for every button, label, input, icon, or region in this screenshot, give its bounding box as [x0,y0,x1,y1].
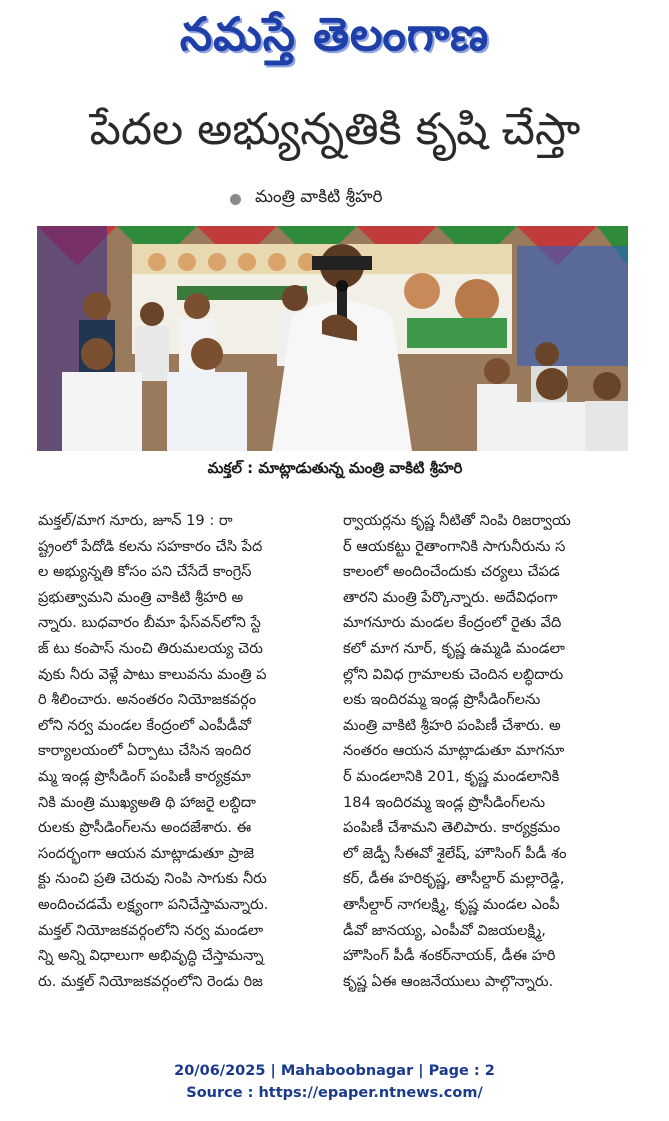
text-line: సందర్భంగా ఆయన మాట్లాడుతూ ప్రాజె [38,844,255,862]
text-line: కాలంలో అందించేందుకు చర్యలు చేపడ [343,563,560,581]
text-line: హౌసింగ్ పీడీ శంకర్‌నాయక్, డీఈ హరి [343,947,556,965]
text-line: నికి మంత్రి ముఖ్యఅతి థి హాజరై లబ్ధిదా [38,793,256,811]
text-line: ల్లోని వివిధ గ్రామాలకు చెందిన లబ్ధిదారు [343,665,564,683]
text-line: న్నారు. బుధవారం బీమా ఫేస్‌వన్‌లోని స్టే [38,614,261,632]
text-line: ష్ట్రంలో పేదోడి కలను సహకారం చేసి పేద [38,537,263,555]
text-line: లకు ఇందిరమ్మ ఇండ్ల ప్రొసీడింగ్‌లను [343,691,541,709]
article-column-right [343,508,628,994]
byline [230,186,383,212]
photo-caption [160,456,510,484]
text-line: కర్, డీఈ హరికృష్ణ, తాసీల్దార్ మల్లారెడ్డి, [343,870,565,888]
text-line: ర్వాయర్లను కృష్ణ నీటితో నింపి రిజర్వాయ [343,512,571,529]
headline-text: పేదల అభ్యున్నతికి కృషి చేస్తా [89,104,581,155]
text-line: కార్యాలయంలో ఏర్పాటు చేసిన ఇందిర [38,742,252,760]
text-line: రి శీలించారు. అనంతరం నియోజకవర్గం [38,691,257,709]
masthead [0,8,669,72]
text-line: క్టు నుంచి ప్రతి చెరువు నింపి సాగుకు నీరు [38,870,267,888]
footer-source-link[interactable]: Source : https://epaper.ntnews.com/ [186,1085,483,1101]
text-line: వుకు నీరు వెళ్లే పాటు కాలువను మంత్రి ప [38,665,267,683]
text-line: ర్ మండలానికి 201, కృష్ణ మండలానికి [343,767,560,785]
text-line: తాసీల్దార్ నాగలక్ష్మి, కృష్ణ మండల ఎంపీ [343,895,560,913]
text-line: పంపిణీ చేశామని తెలిపారు. కార్యక్రమం [343,819,561,837]
text-line: 184 ఇందిరమ్మ ఇండ్ల ప్రొసీడింగ్‌లను [343,793,546,811]
text-line: న్ని అన్ని విధాలుగా అభివృద్ధి చేస్తామన్నా [38,947,264,965]
article-headline [30,100,640,170]
text-line: మంత్రి వాకిటి శ్రీహరి పంపిణీ చేశారు. అ [343,716,561,734]
footer-meta: 20/06/2025 | Mahaboobnagar | Page : 2 [174,1063,495,1079]
article-column-left [38,508,315,994]
text-line: ప్రభుత్వామని మంత్రి వాకిటి శ్రీహరి అ [38,588,244,606]
photo-illustration [37,226,628,451]
text-line: మ్మ ఇండ్ల ప్రొసీడింగ్ పంపిణీ కార్యక్రమా [38,767,251,785]
text-line: రులకు ప్రొసీడింగ్‌లను అందజేశారు. ఈ [38,819,252,837]
caption-text: మక్తల్ : మాట్లాడుతున్న మంత్రి వాకిటి శ్రీహరి [207,459,463,477]
bullet-icon [230,194,241,205]
text-line: కలో మాగ నూర్, కృష్ణ ఉమ్మడి మండలా [343,639,565,657]
text-line: తారని మంత్రి పేర్కొన్నారు. అదేవిధంగా [343,588,558,606]
text-line: కృష్ణ ఏఈ ఆంజనేయులు పాల్గొన్నారు. [343,972,554,990]
text-line: రు. మక్తల్ నియోజకవర్గంలోని రెండు రిజ [38,972,263,990]
text-line: ల అభ్యున్నతి కోసం పని చేసేదే కాంగ్రెస్ [38,563,252,581]
masthead-title: నమస్తే తెలంగాణ [179,7,490,61]
text-line: మాగనూరు మండల కేంద్రంలో రైతు వేది [343,614,562,632]
text-line: జ్ టు కంపాస్ నుంచి తిరుమలయ్య చెరు [38,639,263,657]
text-line: లోని నర్వ మండల కేంద్రంలో ఎంపీడీవో [38,716,251,734]
page-footer [0,1060,669,1104]
article-photo [37,226,628,451]
text-line: అందించడమే లక్ష్యంగా పనిచేస్తామన్నారు. [38,895,269,913]
text-line: నంతరం ఆయన మాట్లాడుతూ మాగనూ [343,742,565,760]
text-line: లో జెడ్పీ సీఈవో శైలేష్, హౌసింగ్ పీడీ శం [343,844,567,862]
text-line: మక్తల్ నియోజకవర్గంలోని నర్వ మండలా [38,921,264,939]
text-line: డీవో జానయ్య, ఎంపీవో విజయలక్ష్మి, [343,921,546,939]
byline-text: మంత్రి వాకిటి శ్రీహరి [255,187,383,207]
text-line: ర్ ఆయకట్టు రైతాంగానికి సాగునీరును స [343,537,566,555]
text-line: మక్తల్/మాగ నూరు, జూన్ 19 : రా [38,512,233,529]
